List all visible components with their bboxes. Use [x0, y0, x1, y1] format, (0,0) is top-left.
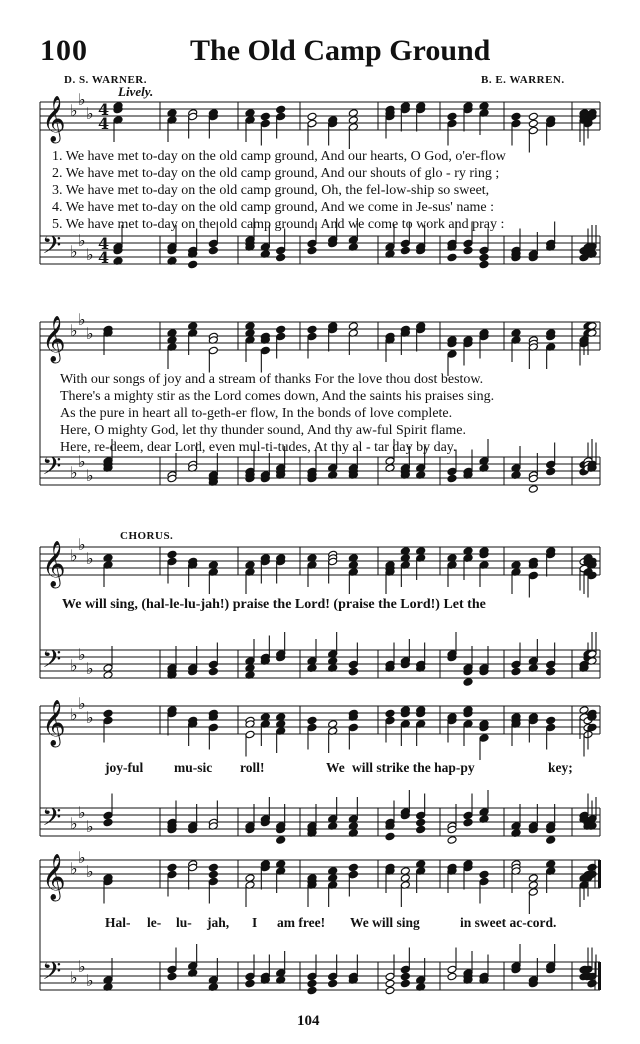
notehead [463, 246, 473, 255]
verse-3-line-a: 3. We have met to-day on the old camp ground, Oh, the fel-low-ship so sweet, [52, 183, 490, 198]
flat-icon: ♭ [78, 694, 86, 713]
chorus-word: We [326, 760, 345, 775]
notehead [385, 709, 395, 718]
notehead [307, 979, 317, 988]
verse-1-line-b: With our songs of joy and a stream of thanks For the love thou dost bestow. [60, 372, 484, 387]
treble-clef-icon: 𝄞 [42, 96, 66, 142]
notehead [528, 119, 538, 128]
notehead [479, 260, 489, 269]
notehead [260, 112, 270, 121]
treble-clef-icon: 𝄞 [42, 700, 66, 746]
notehead [528, 112, 538, 121]
notehead [416, 825, 426, 834]
flat-icon: ♭ [70, 546, 78, 565]
notehead [463, 818, 473, 827]
chorus-line-1: We will sing, (hal-le-lu-jah!) praise the Lord! (praise the Lord!) Let the [62, 597, 486, 612]
notehead [188, 260, 198, 269]
flat-icon: ♭ [70, 814, 78, 833]
flat-icon: ♭ [86, 817, 94, 836]
treble-clef-icon: 𝄞 [42, 541, 66, 587]
notehead [385, 986, 395, 995]
notehead [546, 716, 556, 725]
composer-credit: B. E. WARREN. [481, 74, 565, 86]
chorus-word: roll! [240, 760, 265, 775]
flat-icon: ♭ [70, 705, 78, 724]
notehead [208, 863, 218, 872]
chorus-word: key; [548, 760, 573, 775]
notehead [400, 979, 410, 988]
notehead [276, 325, 286, 334]
chorus-word: in sweet ac-cord. [460, 915, 557, 930]
flat-icon: ♭ [70, 321, 78, 340]
time-signature-bottom: 4 [98, 114, 110, 133]
verse-2-line-b: There's a mighty stir as the Lord comes down, And the saints his praises sing. [60, 389, 495, 404]
flat-icon: ♭ [70, 242, 78, 261]
chorus-label: CHORUS. [120, 530, 174, 542]
verse-1-line-a: 1. We have met to-day on the old camp ground, And our hearts, O God, o'er-flow [52, 149, 506, 164]
flat-icon: ♭ [78, 535, 86, 554]
chorus-word: I [252, 915, 258, 930]
flat-icon: ♭ [78, 310, 86, 329]
flat-icon: ♭ [78, 848, 86, 867]
flat-icon: ♭ [78, 645, 86, 664]
hymn-title: The Old Camp Ground [190, 34, 491, 67]
hymn-number: 100 [40, 34, 88, 67]
notehead [447, 474, 457, 483]
notehead [400, 246, 410, 255]
notehead [385, 832, 395, 841]
notehead [276, 253, 286, 262]
flat-icon: ♭ [78, 957, 86, 976]
verse-4-line-b: Here, O mighty God, let thy thunder sound, And thy aw-ful Spirit flame. [60, 423, 466, 438]
flat-icon: ♭ [78, 452, 86, 471]
notehead [463, 678, 473, 687]
verse-3-line-b: As the pure in heart all to-geth-er flow, In the bonds of love complete. [60, 406, 453, 421]
verse-5-line-b: Here, re-deem, dear Lord, even mul-ti-tudes, At thy al - tar day by day. [60, 440, 457, 455]
notehead [546, 836, 556, 845]
bass-clef-icon: 𝄢 [42, 957, 62, 992]
notehead [479, 870, 489, 879]
notehead [348, 863, 358, 872]
notehead [447, 836, 457, 845]
flat-icon: ♭ [86, 971, 94, 990]
chorus-word: am free! [277, 915, 326, 930]
notehead [447, 112, 457, 121]
notehead [328, 979, 338, 988]
page-number: 104 [297, 1013, 320, 1029]
flat-icon: ♭ [70, 101, 78, 120]
chorus-word: will strike the hap-py [352, 760, 475, 775]
notehead [307, 112, 317, 121]
notehead [307, 716, 317, 725]
notehead [528, 485, 538, 494]
notehead [400, 972, 410, 981]
flat-icon: ♭ [78, 803, 86, 822]
notehead [208, 667, 218, 676]
bass-clef-icon: 𝄢 [42, 645, 62, 680]
notehead [307, 325, 317, 334]
flat-icon: ♭ [78, 231, 86, 250]
flat-icon: ♭ [86, 324, 94, 343]
chorus-word: le- [147, 915, 162, 930]
notehead [479, 253, 489, 262]
time-signature-bottom: 4 [98, 248, 110, 267]
flat-icon: ♭ [78, 90, 86, 109]
flat-icon: ♭ [70, 656, 78, 675]
lyricist-credit: D. S. WARNER. [64, 74, 148, 86]
flat-icon: ♭ [70, 859, 78, 878]
verse-5-line-a: 5. We have met to-day on the old camp ground, And we come to work and pray : [52, 217, 505, 232]
notehead [546, 467, 556, 476]
notehead [208, 870, 218, 879]
bass-clef-icon: 𝄢 [42, 803, 62, 838]
flat-icon: ♭ [86, 104, 94, 123]
notehead [447, 253, 457, 262]
flat-icon: ♭ [86, 245, 94, 264]
notehead [103, 709, 113, 718]
notehead [546, 667, 556, 676]
notehead [511, 667, 521, 676]
bass-clef-icon: 𝄢 [42, 231, 62, 266]
verse-2-line-a: 2. We have met to-day on the old camp ground, And our shouts of glo - ry ring ; [52, 166, 500, 181]
flat-icon: ♭ [70, 968, 78, 987]
notehead [245, 979, 255, 988]
bass-clef-icon: 𝄢 [42, 452, 62, 487]
notehead [447, 972, 457, 981]
chorus-word: jah, [207, 915, 230, 930]
notehead [167, 863, 177, 872]
chorus-word: mu-sic [174, 760, 213, 775]
notehead [167, 550, 177, 559]
flat-icon: ♭ [70, 463, 78, 482]
chorus-word: We will sing [350, 915, 420, 930]
chorus-word: lu- [176, 915, 192, 930]
notehead [307, 986, 317, 995]
flat-icon: ♭ [86, 466, 94, 485]
notehead [276, 836, 286, 845]
notehead [276, 105, 286, 114]
flat-icon: ♭ [86, 708, 94, 727]
time-signature-top: 4 [98, 234, 110, 253]
flat-icon: ♭ [86, 549, 94, 568]
verse-4-line-a: 4. We have met to-day on the old camp ground, And we come in Je-sus' name : [52, 200, 495, 215]
chorus-word: Hal- [105, 915, 131, 930]
treble-clef-icon: 𝄞 [42, 854, 66, 900]
notehead [307, 246, 317, 255]
flat-icon: ♭ [86, 862, 94, 881]
treble-clef-icon: 𝄞 [42, 316, 66, 362]
tempo-marking: Lively. [118, 84, 154, 99]
flat-icon: ♭ [86, 659, 94, 678]
notehead [416, 818, 426, 827]
notehead [208, 246, 218, 255]
chorus-word: joy-ful [105, 760, 144, 775]
notehead [103, 818, 113, 827]
notehead [511, 112, 521, 121]
notehead [385, 979, 395, 988]
notehead [167, 972, 177, 981]
time-signature-top: 4 [98, 100, 110, 119]
notehead [348, 667, 358, 676]
